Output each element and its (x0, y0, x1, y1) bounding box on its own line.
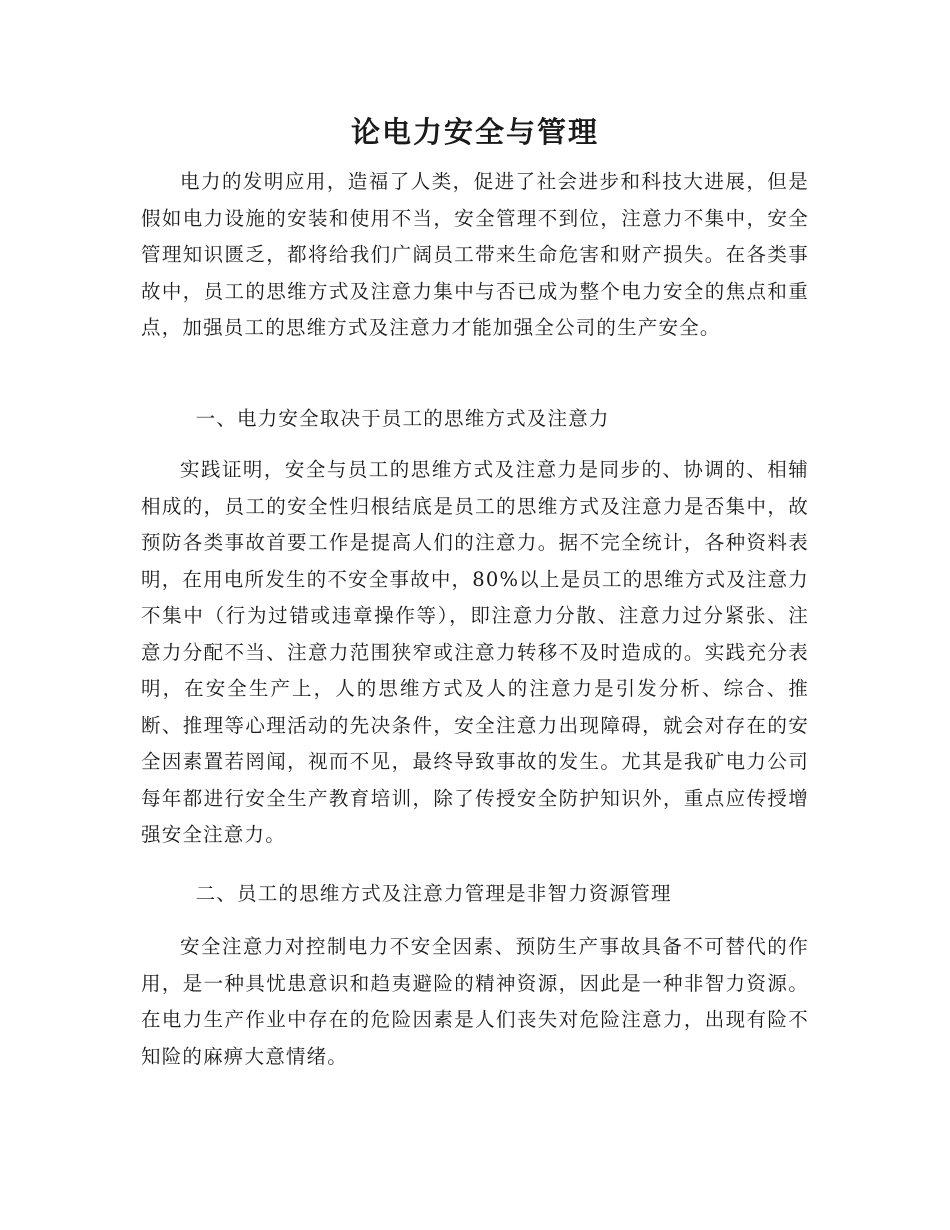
section-2-paragraph: 安全注意力对控制电力不安全因素、预防生产事故具备不可替代的作用，是一种具忧患意识和趋夷避险的精神资源，因此是一种非智力资源。在电力生产作业中存在的危险因素是人们丧失对危险注意力，出现有险不知险的麻痹大意情绪。 (141, 935, 809, 1068)
document-title: 论电力安全与管理 (350, 115, 599, 149)
section-1-heading: 一、电力安全取决于员工的思维方式及注意力 (195, 407, 610, 430)
intro-paragraph: 电力的发明应用，造福了人类，促进了社会进步和科技大进展，但是假如电力设施的安装和使用不当，安全管理不到位，注意力不集中，安全管理知识匮乏，都将给我们广阔员工带来生命危害和财产损失。在各类事故中，员工的思维方式及注意力集中与否已成为整个电力安全的焦点和重点，加强员工的思维方式及注意力才能加强全公司的生产安全。 (141, 170, 809, 339)
section-1-paragraph: 实践证明，安全与员工的思维方式及注意力是同步的、协调的、相辅相成的，员工的安全性归根结底是员工的思维方式及注意力是否集中，故预防各类事故首要工作是提高人们的注意力。据不完全统计，各种资料表明，在用电所发生的不安全事故中，80%以上是员工的思维方式及注意力不集中（行为过错或违章操作等），即注意力分散、注意力过分紧张、注意力分配不当、注意力范围狭窄或注意力转移不及时造成的。实践充分表明，在安全生产上，人的思维方式及人的注意力是引发分析、综合、推断、推理等心理活动的先决条件，安全注意力出现障碍，就会对存在的安全因素置若罔闻，视而不见，最终导致事故的发生。尤其是我矿电力公司每年都进行安全生产教育培训，除了传授安全防护知识外，重点应传授增强安全注意力。 (141, 458, 809, 846)
section-2-heading: 二、员工的思维方式及注意力管理是非智力资源管理 (195, 882, 672, 905)
